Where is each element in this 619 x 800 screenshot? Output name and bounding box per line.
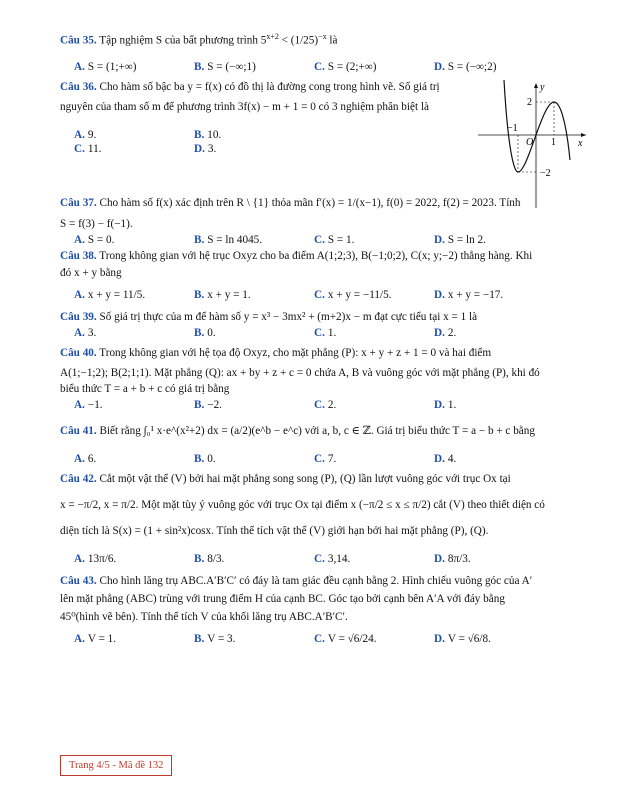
- question-41: [60, 424, 560, 438]
- option-c[interactable]: C. 3,14.: [314, 552, 351, 565]
- question-label: Câu 37.: [60, 196, 97, 209]
- x-label: x: [578, 138, 583, 149]
- question-label: Câu 35.: [60, 34, 97, 47]
- question-text: biểu thức T = a + b + c có giá trị bằng: [60, 382, 230, 395]
- question-text: Trong không gian với hệ tọa độ Oxyz, cho mặt phẳng (P): x + y + z + 1 = 0 và hai điểm: [99, 346, 492, 359]
- question-text: Cho hàm số f(x) xác định trên R \ {1} thỏa mãn f′(x) = 1/(x−1), f(0) = 2022, f(2) = 2023. Tính: [99, 196, 521, 209]
- exponent: −x: [318, 32, 327, 41]
- option-a[interactable]: A. V = 1.: [74, 632, 117, 645]
- option-a[interactable]: A. x + y = 11/5.: [74, 288, 146, 301]
- y-label: y: [540, 82, 545, 93]
- option-a[interactable]: A. 13π/6.: [74, 552, 117, 565]
- question-text: x = −π/2, x = π/2. Một mặt tùy ý vuông góc với trục Ox tại điểm x (−π/2 ≤ x ≤ π/2) cắt (V) theo thiết diện có: [60, 498, 545, 511]
- question-42: [60, 472, 560, 538]
- option-b[interactable]: B. x + y = 1.: [194, 288, 251, 301]
- question-40: [60, 346, 560, 396]
- option-c[interactable]: C. 2.: [314, 398, 337, 411]
- tick-label: −2: [540, 168, 551, 179]
- option-a[interactable]: A. 9.: [74, 128, 97, 141]
- question-text: Cho hàm số bậc ba y = f(x) có đồ thị là đường cong trong hình vẽ. Số giá trị: [99, 80, 440, 93]
- option-d[interactable]: D. 4.: [434, 452, 457, 465]
- option-d[interactable]: D. 8π/3.: [434, 552, 471, 565]
- options-41: [74, 452, 560, 466]
- page-footer: Trang 4/5 - Mã đề 132: [60, 755, 172, 776]
- option-c[interactable]: C. S = 1.: [314, 233, 355, 246]
- question-label: Câu 40.: [60, 346, 97, 359]
- option-c[interactable]: C. x + y = −11/5.: [314, 288, 392, 301]
- option-d[interactable]: D. 2.: [434, 326, 457, 339]
- question-text: S = f(3) − f(−1).: [60, 217, 133, 230]
- origin-label: O: [526, 137, 534, 148]
- options-39: [74, 326, 560, 340]
- option-b[interactable]: B. −2.: [194, 398, 222, 411]
- question-text: diện tích là S(x) = (1 + sin²x)cosx. Tính thể tích vật thể (V) giới hạn bởi hai mặt phẳng (P), (Q).: [60, 524, 489, 537]
- question-text: lên mặt phẳng (ABC) trùng với trung điểm H của cạnh BC. Góc tạo bởi cạnh bên A′A với đáy bằng: [60, 592, 505, 605]
- question-text: Số giá trị thực của m để hàm số y = x³ − 3mx² + (m+2)x − m đạt cực tiểu tại x = 1 là: [99, 310, 478, 323]
- question-text: Cho hình lăng trụ ABC.A′B′C′ có đáy là tam giác đều cạnh bằng 2. Hình chiếu vuông góc của A′: [99, 574, 533, 587]
- options-42: [74, 552, 560, 566]
- option-a[interactable]: A. S = (1;+∞): [74, 60, 137, 73]
- option-d[interactable]: D. 3.: [194, 142, 217, 155]
- question-36: [60, 80, 480, 114]
- question-label: Câu 43.: [60, 574, 97, 587]
- option-d[interactable]: D. V = √6/8.: [434, 632, 491, 645]
- question-text: đó x + y bằng: [60, 266, 122, 279]
- option-b[interactable]: B. 0.: [194, 452, 216, 465]
- question-label: Câu 42.: [60, 472, 97, 485]
- cubic-graph: [478, 80, 588, 210]
- question-label: Câu 36.: [60, 80, 97, 93]
- option-b[interactable]: B. V = 3.: [194, 632, 236, 645]
- question-text: nguyên của tham số m để phương trình 3f(x) − m + 1 = 0 có 3 nghiệm phân biệt là: [60, 100, 429, 113]
- question-label: Câu 39.: [60, 310, 97, 323]
- tick-label: 1: [551, 137, 556, 148]
- option-a[interactable]: A. 3.: [74, 326, 97, 339]
- question-35: [60, 32, 560, 48]
- question-text: 45⁰(hình vẽ bên). Tính thể tích V của khối lăng trụ ABC.A′B′C′.: [60, 610, 348, 623]
- question-38: [60, 249, 560, 280]
- option-b[interactable]: B. 8/3.: [194, 552, 225, 565]
- exponent: x+2: [266, 32, 279, 41]
- question-43: [60, 574, 560, 624]
- option-b[interactable]: B. S = ln 4045.: [194, 233, 263, 246]
- question-text: là: [326, 34, 338, 47]
- options-38: [74, 288, 560, 302]
- options-35: [74, 60, 560, 74]
- option-c[interactable]: C. S = (2;+∞): [314, 60, 377, 73]
- option-d[interactable]: D. x + y = −17.: [434, 288, 504, 301]
- y-axis-arrow: [534, 83, 538, 88]
- option-a[interactable]: A. S = 0.: [74, 233, 115, 246]
- tick-label: −1: [507, 123, 518, 134]
- options-43: [74, 632, 560, 646]
- question-text: A(1;−1;2); B(2;1;1). Mặt phẳng (Q): ax + by + z + c = 0 chứa A, B và vuông góc với mặt phẳng (P), khi đó: [60, 366, 540, 379]
- option-a[interactable]: A. −1.: [74, 398, 103, 411]
- question-39: [60, 310, 560, 324]
- question-text: Trong không gian với hệ trục Oxyz cho ba điểm A(1;2;3), B(−1;0;2), C(x; y;−2) thẳng hàng. Khi: [99, 249, 533, 262]
- option-a[interactable]: A. 6.: [74, 452, 97, 465]
- question-label: Câu 41.: [60, 424, 97, 437]
- option-d[interactable]: D. 1.: [434, 398, 457, 411]
- question-text: < (1/25): [278, 34, 319, 47]
- question-text: Biết rằng ∫₀¹ x·e^(x²+2) dx = (a/2)(e^b − e^c) với a, b, c ∈ ℤ. Giá trị biểu thức T = a − b + c bằng: [99, 424, 535, 437]
- options-37: [74, 233, 560, 247]
- option-d[interactable]: D. S = (−∞;2): [434, 60, 497, 73]
- question-label: Câu 38.: [60, 249, 97, 262]
- question-text: Cắt một vật thể (V) bởi hai mặt phẳng song song (P), (Q) lần lượt vuông góc với trục Ox tại: [99, 472, 511, 485]
- option-b[interactable]: B. 10.: [194, 128, 222, 141]
- x-axis-arrow: [581, 133, 586, 137]
- option-c[interactable]: C. 1.: [314, 326, 337, 339]
- options-40: [74, 398, 560, 412]
- tick-label: 2: [527, 97, 532, 108]
- option-b[interactable]: B. S = (−∞;1): [194, 60, 256, 73]
- option-c[interactable]: C. 7.: [314, 452, 337, 465]
- option-c[interactable]: C. 11.: [74, 142, 102, 155]
- option-d[interactable]: D. S = ln 2.: [434, 233, 486, 246]
- option-c[interactable]: C. V = √6/24.: [314, 632, 377, 645]
- question-text: Tập nghiệm S của bất phương trình 5: [99, 34, 267, 47]
- option-b[interactable]: B. 0.: [194, 326, 216, 339]
